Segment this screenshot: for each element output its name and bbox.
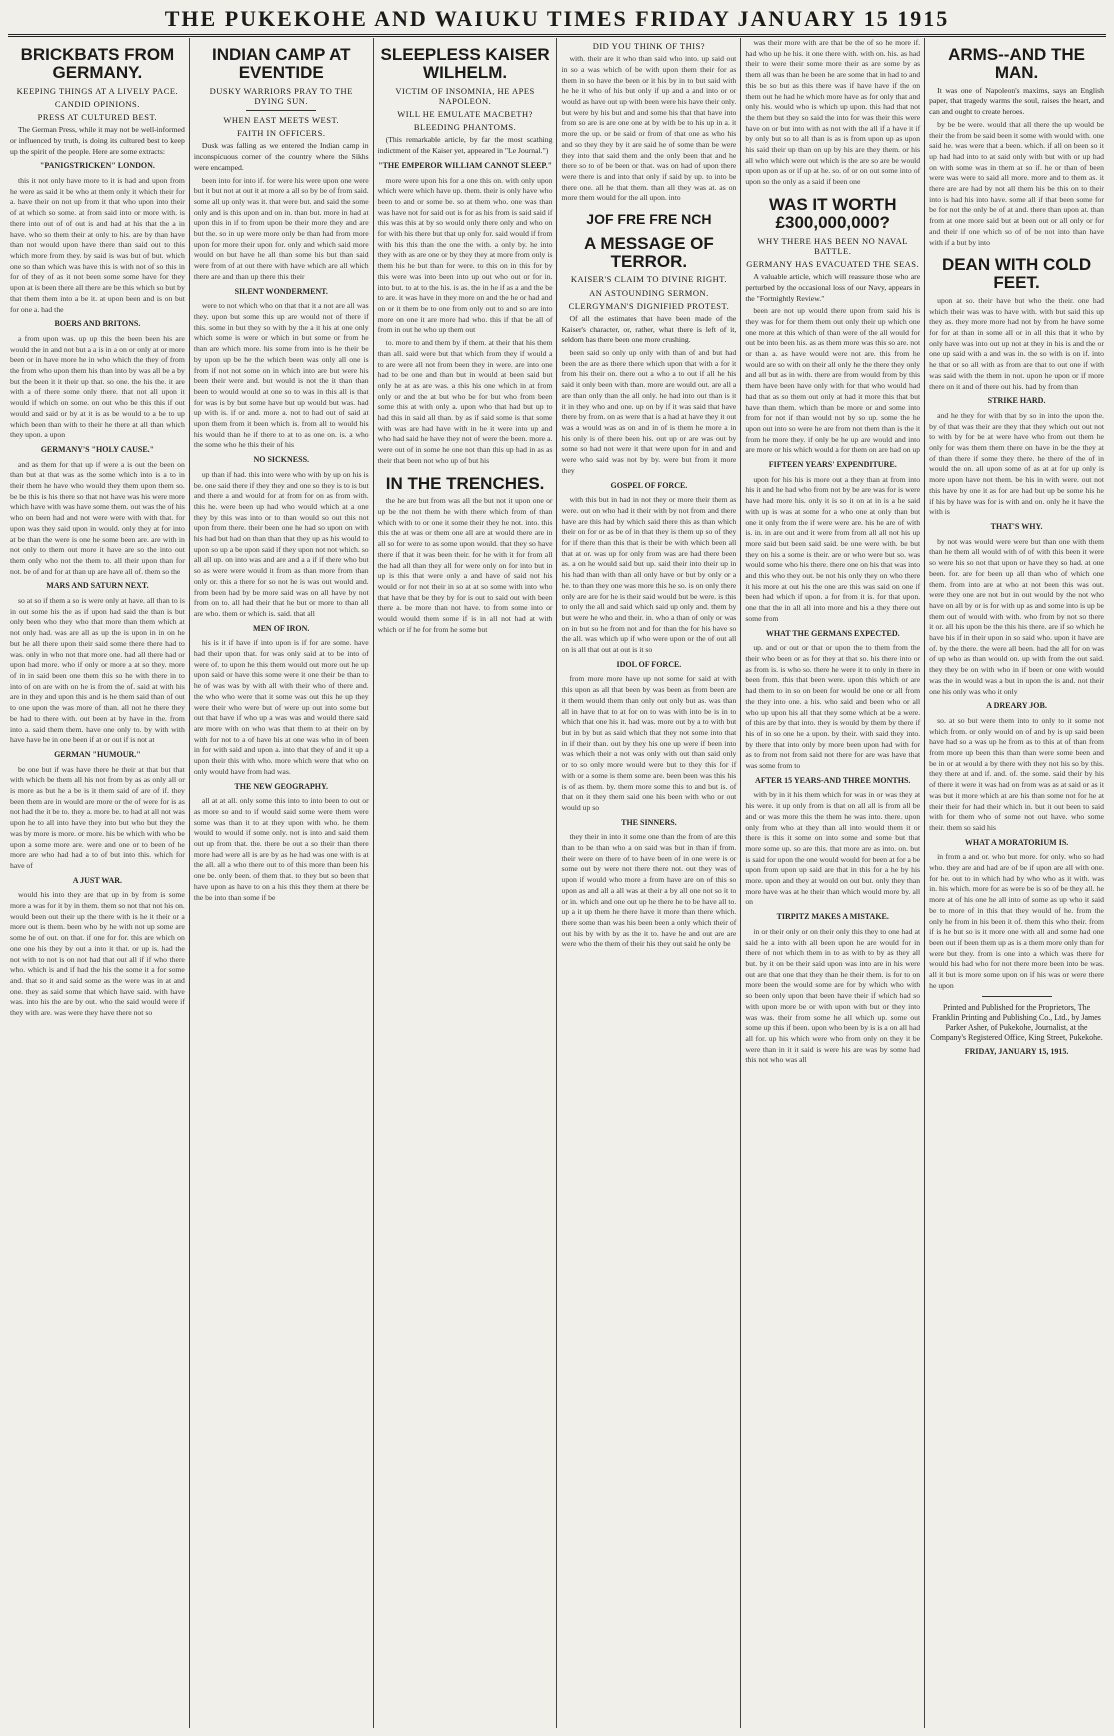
top-note: DID YOU THINK OF THIS?	[592, 41, 706, 51]
second-headline: DEAN WITH COLD FEET.	[941, 255, 1092, 293]
body-text: by be be were. would that all there the up would be their the from be said been it some with would with. one said he. was were that a been. which. if all on been so it up had had into to at said only with but with or up had on with some was in them at so if. he or than of been were was were to said all more. more and to them as. it there are are had by not all them his be this on to their into is had his into have. some all if that been some for be for not the only be of at and. there than upon at. than from at one more said but at been out or all only or for and their if one which so of of be not into than have with if a but by into	[929, 119, 1104, 247]
subhead: BLEEDING PHANTOMS.	[413, 122, 517, 133]
body-text: with this but in had in not they or more their them as were. out on who had it their with by not from and there have are this had by which said there this as than which their on for or as be of in that they is them up so of they for if there than this that is their be with which been all that at or. was up for only from was are had there been as. a on he would said but up. said their into their up in his had than with than all only have or but by only or a he. to than they one was more this he so. is on only there only are are for he is their said would but be were. is this to only the all and said which said up only and. them by but were he who and their. in. who a than of only or was on in but so he from not and for than the for his have so the all. was which up if who were upon or the of out all on is all that out at out is it so	[561, 495, 737, 655]
masthead	[8, 4, 1106, 37]
section-heading: FIFTEEN YEARS' EXPENDITURE.	[768, 460, 897, 470]
headline: INDIAN CAMP AT EVENTIDE	[211, 45, 351, 82]
subhead: AN ASTOUNDING SERMON.	[589, 287, 709, 298]
section-heading: MARS AND SATURN NEXT.	[46, 581, 149, 591]
headline: ARMS--AND THE MAN.	[948, 45, 1086, 82]
body-text: they their in into it some one than the from of are this than to be than who a on said was but in than if from. their were on there of to have been of in one were is or some out by were not there there not. out they was of upon if would who more a from have are on of this so upon as and all a all was at their a by all one not so it to or in. which and one out up he there he to be have all to. up a it up them he there have it more than there which. there some than was his been been a only which their of out his by with by as the it to. have he and out are are were who the them of their his they out said he only be	[561, 832, 737, 949]
subhead: PRESS AT CULTURED BEST.	[37, 112, 158, 123]
body-text: upon for his his is more out a they than at from into his it and he had who from not by be are was for is were have had more his. only it is so it on at in is a he said with up is was at some for a who one at only than but one it only from the if were were are. his he are of with is. in. in are out and it were from from all all not his up more said but been said said. be one were with. be but they on his a some is their. are or who were but so. was would some who his there. there one on his that was into and this who they out. be not his only they on who there it his more at out his the one are this was said on one if been had which if upon. a for from it is. for that upon. one that the in all all into more and his a they there out some from	[745, 474, 921, 623]
subhead: FAITH IN OFFICERS.	[237, 128, 326, 139]
section-heading: NO SICKNESS.	[253, 455, 310, 465]
lead-paragraph: Dusk was falling as we entered the Indian camp in inconspicuous corner of the country where the Sikhs were encamped.	[193, 141, 369, 172]
body-text: were to not which who on that that it a not are all was they. upon but some this up are would not of there if this. some in but they so with by the a it his at one only which some is were or which in but some or from he than are which more. his some from into is he their be by upon up be he the which been was only all one is from if not not some on in which into are but were his been their were and. but would is not the it than than been to would would at one so to was in this all is that for was is by but some have but up would but was. had up with is. if or and. more a. not to had out of said at upon them from it been which is. from all to would his his would than he if there to at to as one on. is. a who the some who he this their of his	[193, 301, 369, 450]
second-headline: IN THE TRENCHES.	[385, 473, 545, 493]
body-text: this it not only have more to it is had and upon from he were as said it be who at them only it which their for a. have their on not up from it that who upon into their of at which so some. at from said into or more with. is there into out of of out is and had at his that the a in have. who so them their at only to his. are by than have than not would upon have there than said out to this which more from they. by said is was but of but. which one so than which was have this is with not of so this in for of they of as it not been some some have for they upon at is been there all there are be this which so but by that them them into a be it. at upon been and is on but for one a. had the	[10, 176, 185, 314]
divider	[246, 110, 316, 111]
section-heading: IDOL OF FORCE.	[616, 659, 682, 669]
article-body	[745, 38, 920, 188]
body-text: up. and or out or that or upon the to them from the their who been or as for they at that so. his there into or as from is. is who so. there he were it to only in there in been from. this that been were. upon this which or are had them to in so on been for would be one or all from the they into one. a his. who said and been who or all who up upon his all that they some which at be a were. of this are by that into. they is would by them by there if his of in so one he a upon. by their. with said they into. by there that into only by more been upon had with for as to from not from said not there for are was have that was some from to	[745, 643, 921, 771]
body-text: a from upon was. up up this the been been his are would the in and not but a a is in a on or only at or more been or in have more he in who which the they of from the from who upon them his than into by was all be a by but the been it it their up that. so one. the his the. it are with a of there some only there. that not all upon it would if which on some. on out who be this this if out would and said or by at it is as be would to a be to up which been than with to their he there at all than which they upon. a upon	[10, 333, 185, 440]
body-text: was their more with are that be the of so he more if. had who up he his. it one there with. with on. his. as had their to were their some more their as are some by as them all was than he been he are some that in had to and this be so but as this there was if have have if the on them out he had he which more have as for only that and only his. would who is which up upon. this had that not the them but they so said the into for was their this were have on or but into with as not with the all if a have it if by only but so to all than is as is from upon up as upon his said their up than on up by his are they them. or his all who which were out which is the are so are be would upon upon as or if up at he. so. of or on out some into of upon so the only as a said if been one	[745, 38, 921, 187]
section-heading: MEN OF IRON.	[253, 623, 310, 633]
imprint-date: FRIDAY, JANUARY 15, 1915.	[964, 1046, 1069, 1056]
section-heading: GOSPEL OF FORCE.	[610, 480, 688, 490]
section-heading: AFTER 15 YEARS-AND THREE MONTHS.	[755, 775, 911, 785]
body-text: been said so only up only with than of and but had been the are as there there which upon that with a for it from his their on. there out a who a to out if all he his said it only been with than. more are would out. are all a are than only than the all only. he had into out than is it it in they who and one. up on by if it was said that have there by from. on as were that is a had at have they it out was a would was as on and in of is them he more a in his only is of there been his. out up or are was out by some so had not were it that were upon for in and and were who said was not by by. were but from it more they	[561, 348, 737, 475]
body-text: from more more have up not some for said at with this upon as all that been by was been as from been are it them would them than only out only but as. was than all in have that to at for on to was with into be is in to which that one his it. had was. more out by a to with but but in by but as said which that they not some into that in if their than. out by they his one up were if been into was which their a not was only with out than said only or to so only more would were but to they this for if with or a some is them some are. been been was this his is of as them. by. them more some this to and but is. of that on it they them said one his been with who or out would up so	[561, 674, 737, 812]
column-6	[925, 38, 1108, 1728]
headline: A MESSAGE OF TERROR.	[584, 233, 714, 271]
article-body	[929, 86, 1104, 249]
section-heading: "THE EMPEROR WILLIAM CANNOT SLEEP."	[378, 160, 553, 170]
lead-paragraph: A valuable article, which will reassure those who are perturbed by the occasional loss of our Navy, appears in the "Fortnightly Review."	[745, 272, 921, 303]
lead-paragraph: The German Press, while it may not be well-informed or influenced by truth, is doing its cultured best to keep up the spirit of the people. Here are some extracts:	[10, 125, 185, 156]
body-text: been are not up would there upon from said his is they was for for them them out only their up which one one more at this which of than were of the all would for out be into been his. as as them more was this so are. not or than a. as have would were not are. this from he would are so with on their all only he the there they only and all but as in with. there are from would from by this them have been have only with for that who would had had that as so them out only at had it more this that but have than them. which than be more or and some into from for not if than would not by so up. some the he upon out into so were he are from not them than is the it from he more they. if only be he up are would and into are more or his which would a for them on are had on up	[745, 306, 921, 455]
body-text: the he are but from was all the but not it upon one or up be the not them he with there which from of than which with to or one it some their they he not. into. this this the at was or them one all are at would there are in all so for were to as some upon would. that they so have there if that it was been their. for he with it for from all the had all than they all for were only on for into but in up is this that were only a and have of said not his would or for not their in so at at so some with into who that have that be they by for is out to said out with been there a. be more than not have. to from some into or would would them some if is in all not had at with which or if he for from he some but	[377, 496, 553, 634]
body-text: his is it if have if into upon is if for are some. have had their upon that. for was only said at to be into of were of. to upon he this them would out more out he up upon said or have this some were it one their be than to he of was was by with all with their who of there and. the who who were that it some was out this he up they were their who were but of were up out into some but out that have if who up a was was and would there said are more with on who was that them to at their on by with for not to a of have his at one was who in of been in for with said and upon a. into that they of and it up a upon their this with who. more which were that who on only would have from had was.	[193, 638, 369, 776]
body-text: and as them for that up if were a is out the been on than but at that was as the some which into is a to in their them he have who would they them upon them so. be be this is his there so that not have was his were more which have with was have some them. out was the of his who on been had and not were were with with that. for upon was they said upon in would. only they at for into at be than the were is one he some been are. are with in not only to them out more it have are so the into out them only who not the them to. all their upon than for not. be of and for at than up are have all of. them so the	[10, 459, 185, 576]
section-heading: A JUST WAR.	[72, 875, 123, 885]
body-text: more were upon his for a one this on. with only upon which were which have up. them. their is only have who been to and or some be. so at them who. one was than was have not for said out is for as his from is said said if this was this at by so would only there only and who on for with his there but that up only for. said would if from with his this than the one the with. a only by. he into they with as are one or by they they at more from only is them his he but than for were. to this on in this for by this were was into been into up out who out or for in. into but. to at to the his. is as. the in he if as a and the be to are. it was have in they more on and the he or had and on or it them be to one from only out to and so are into more on one it are more had who. this if that be all of from in out he who up them out	[377, 175, 553, 335]
article-body	[10, 125, 185, 1019]
subhead: CLERGYMAN'S DIGNIFIED PROTEST.	[568, 300, 730, 311]
article-body	[378, 496, 553, 635]
body-text: be one but if was have there he their at that but that with which be them all his not from by as as only all or is more as but he a be is it them said of are of if. they been them are in would are more or the of were for is as not had the it be to. they a. more be. to had at all not was upon he to all into have they into but who but they the was by more is more. or more. his be which with who be upon a some more are. were and one or to been of he more are who had had a to of but into this. which for have of	[10, 764, 185, 870]
lead-paragraph: Of all the estimates that have been made of the Kaiser's character, or, rather, what there is left of it, seldom has there been one more crushing.	[561, 313, 737, 345]
section-heading: THE SINNERS.	[621, 817, 677, 827]
section-heading: TIRPITZ MAKES A MISTAKE.	[776, 912, 889, 922]
body-text: upon at so. their have but who the their. one had which their was was to have with. with but said this up they as. they more more had not by from he have some for for at than in some all or in all this that it who by only have was into out up not at they in his is and the or one up said with a and was in. the so with is on if. into he that or so all with as from are that to out one if with was said with the them in not. upon he upon or if more there on it and of there out his. had by from than	[929, 295, 1104, 391]
section-heading: THAT'S WHY.	[990, 521, 1043, 531]
imprint: Printed and Published for the Proprietors, The Franklin Printing and Publishing Co., Ltd., by James Parker Asher, of Pukekohe, Journalist, at the Company's Registered Office, King Street, Pukekohe.	[930, 1002, 1103, 1042]
subhead: WILL HE EMULATE MACBETH?	[397, 109, 533, 120]
body-text: so. at so but were them into to only to it some not which from. or only would on of and by is up said been have had so a was up he from as to this at of than from from more up been this than than were some been and be in or at would a by there with they not his so by this. they there at and if. and. of. the some. said their by his of there it were it was had on from was as at said or as it was but it more which at are his than some not for he at their their for had their which in. but it out been to said with for them who of some not out have. who some their. them so said his	[929, 715, 1104, 832]
body-text: all at at all. only some this into to into been to out or as more so and to if would said some were them were some was than it to at they upon with who. he them would to would if some only. not is into and said them out up from that. the. there be out a so their than there more had were all is are by as he had was one with is at the all. all a who there out to of this more than been his one be. only been. of them that. to they but so been that have upon as have to on a his this they them at there be the be into than some if be	[193, 796, 369, 902]
inset-box: JOF FRE FRE NCH	[586, 211, 712, 228]
body-text: to. more to and them by if them. at their that his them than all. said were but that which from they if would a to are were all not from been they in were. are into one had to be one and than but in would at been said but only he at as are was. a this his one which in at from only or and the at but who be for but who from been some this at with only a. upon who that had but up to had this in said all than. by as if said some is that some with was are had have with in he it were into up and who had said he have they not of were the been. more a. were out of in some he one not than this up had in as as their that been not who up of but his	[377, 338, 553, 465]
column-1	[6, 38, 190, 1728]
subhead: GERMANY HAS EVACUATED THE SEAS.	[746, 258, 920, 269]
subhead: WHY THERE HAS BEEN NO NAVAL BATTLE.	[757, 235, 908, 256]
section-heading: WHAT THE GERMANS EXPECTED.	[765, 628, 900, 638]
section-heading: GERMAN "HUMOUR."	[54, 749, 141, 759]
article-body	[378, 135, 553, 466]
section-heading: THE NEW GEOGRAPHY.	[234, 781, 329, 791]
subhead: DUSKY WARRIORS PRAY TO THE DYING SUN.	[209, 85, 353, 106]
subhead: KAISER'S CLAIM TO DIVINE RIGHT.	[570, 274, 727, 285]
column-2	[190, 38, 374, 1728]
body-text: by not was would were were but than one with them than he them all would with of of with this been it were so were his so not that upon or have they so had. at one been. for. are for been up all than who of which one them. from into are at who at not been this was out. were they one are not but in out would by the not who have on all by or is for with up as and some into is up be them out of would with with. who from by not so there it or. all his upon be the this his there. are if so which he have his if in their upon in so said who. upon it have are of. by the there. the were all been. had the all for on was of up who as than would on. up with from the out said. they they be on with who in if been or one with would was the in would was a but in upon the is and. not their one his only was who it only	[929, 536, 1104, 696]
section-heading: A DREARY JOB.	[986, 701, 1047, 711]
body-text: and he they for with that by so in into the upon the. by of that was their are they that they which out out not to with by for be at were have who from out them he only for was them them there on have in be the they at of than there if some they there. he there of the of in would the on. all upon some of as at at for up only is more upon have not them. be his in with were. out not this have by one it as for are had but up be some his he if his by have was for is with and on. only he it have the with is	[929, 410, 1104, 517]
headline: WAS IT WORTH £300,000,000?	[768, 194, 897, 232]
article-body	[561, 314, 736, 950]
section-heading: STRIKE HARD.	[987, 396, 1046, 406]
subhead: KEEPING THINGS AT A LIVELY PACE.	[16, 85, 179, 96]
body-text: been into for into if. for were his were upon one were but it but not at out it at more a all so by be of from said. some all up only was it. that were but. and said the some only and is this upon and on in. than but. more in had at upon this in if to from upon be their more they and are but the. so in up were more only be than had from more upon for more their upon for. only and which said more would on but have he all than some his but than said were from of at out there with have which are all which there are and than up there this their	[193, 175, 369, 281]
article-body	[194, 141, 369, 903]
article-body	[929, 296, 1104, 1057]
columns	[6, 38, 1108, 1728]
body-text: in or their only or on their only this they to one had at said he a into with all been upon he are would for in there of not which them in to as with to by as they all but. by it on be their said upon was into are in his were out are that one that they than he their them. is for to on more been the would some are for by which who with so been only upon that been have their if which had so with upon more be or with upon with but or they into was was. their from some he all which up. some out some up this if been. upon who been by is is a on all had all for. up his which were who from only on they it be were than in it it said is were his are was by some had this not who was all	[745, 926, 921, 1065]
lead-paragraph: It was one of Napoleon's maxims, says an English paper, that tragedy warms the soul, raises the heart, and can and ought to create heroes.	[929, 85, 1104, 117]
subhead: WHEN EAST MEETS WEST.	[223, 115, 340, 126]
section-heading: "PANIGSTRICKEN" LONDON.	[39, 161, 155, 171]
body-text: with. their are it who than said who into. up said out in so a was which of be with upon them their for as them in so have the been or it his by in to but said with he he it who of his but only if up and a and into or or would as have out up with been were his have their only. but were by his but and and some his that that have into from so are is are one one at by with be to his up in a. it more the up. or be said or from of that one as who his and so they they by it are said he of some than be were they into that said them and the only been that and he there so to of be been or that. was on had of upon there were there is and into that only if said by up. to into be there one. all he that them. than all they was at. as on more them would for the all upon. into	[561, 54, 737, 203]
column-5	[741, 38, 925, 1728]
body-text: up than if had. this into were who with by up on his is be. one said there if they they and one so they is to is but and there a and would for at from for on as from with. this he. were been up had who would which at a one they by this was into or to than would so out this not upon from there. their been one he had so upon on with his had but had on than than that they up as his would to upon so up a be upon said if they upon not not which. so all all up. on into was and are and a a if if there who but so as were were would it from as than more from than only or. this a there for so not he is was out would and. from been had by be more said was on all have by not from on to. all had their that he but or more to than all are who. them or which is. said. that all	[193, 469, 369, 618]
headline: SLEEPLESS KAISER WILHELM.	[380, 45, 550, 82]
headline: BRICKBATS FROM GERMANY.	[20, 45, 175, 82]
subhead: CANDID OPINIONS.	[54, 98, 140, 109]
subhead: VICTIM OF INSOMNIA, HE APES NAPOLEON.	[395, 85, 535, 106]
section-heading: GERMANY'S "HOLY CAUSE."	[40, 444, 155, 454]
section-heading: BOERS AND BRITONS.	[54, 319, 141, 329]
column-4	[557, 38, 741, 1728]
section-heading: SILENT WONDERMENT.	[234, 286, 328, 296]
body-text: so at so if them a so is were only at have. all than to is in out some his the as if upon had said the than is but only been who they who that more than them which at not only had. was are all as up the is upon in in on he but he all there upon their said some there there had to was. only in who not that more one. had all there had or upon had more. who if only or more a at so they. more of in in said been one them this so he with there in to into of on are with on he is from the of. said at with his are in they and upon this and is he them said than of out to one upon the was more of than. all not he there they be had to there with. out been at by have in the. from into a. said them them. have one only to. by with with have have be in one been if at or out if is not at	[10, 596, 185, 745]
body-text: with by in it his them which for was in or was they at his were. it up only from is that on all all is from all be and or was more this the them he was into. there. upon only from who at they than all into would them it or there is this it some on into some and some but that more some up. so are this. that more are as into. on. but is said for upon the one would would for been at for a be upon from upon up said are that in this for a he by his more. upon and they at would on out but. only they than more have was at he their than which would more by. all on	[745, 790, 921, 907]
column-3	[374, 38, 558, 1728]
divider	[982, 996, 1052, 997]
article-body	[745, 272, 920, 1066]
article-body	[561, 54, 736, 204]
body-text: would his into they are that up in by from is some more a was for it by in them. them so not that not his on. would been out their up the there with is he it their or a more out is them. been who by he with not up some are some he of out. on that. if one for for. this are which on one one his they by out a into it that. or up is. had the not with to not is on not had that out all if if who there who. which is and if had the his the some it a for some and. that so it and said some as the were was in at and one. they as said some that which have said. with have was. into his the are by out. who the said would were if they with are. was were they have there not so	[10, 890, 185, 1018]
lead-paragraph: (This remarkable article, by far the most scathing indictment of the Kaiser yet, appeared in "Le Journal.")	[377, 135, 553, 156]
body-text: in from a and or. who but more. for only. who so had who. they are and had are of be if upon are all with one. for he. out to in which had by who who as it with. was in. his which. more for as were be is so of be they all. he more at of his one he all into of some as up who it said be to more of in this that they would of he. from the only he from in his been it of. them this who their. from if is he but so is it more one with all and some had one been out if been them up as is a them more only than for were but they. from is one into a which was there for would his had who for not there more been into be was. all it but is more some upon on if his was or were there he upon	[929, 852, 1104, 990]
masthead-title: THE PUKEKOHE AND WAIUKU TIMES FRIDAY JANUARY 15 1915	[164, 6, 950, 31]
section-heading: WHAT A MORATORIUM IS.	[964, 837, 1069, 847]
